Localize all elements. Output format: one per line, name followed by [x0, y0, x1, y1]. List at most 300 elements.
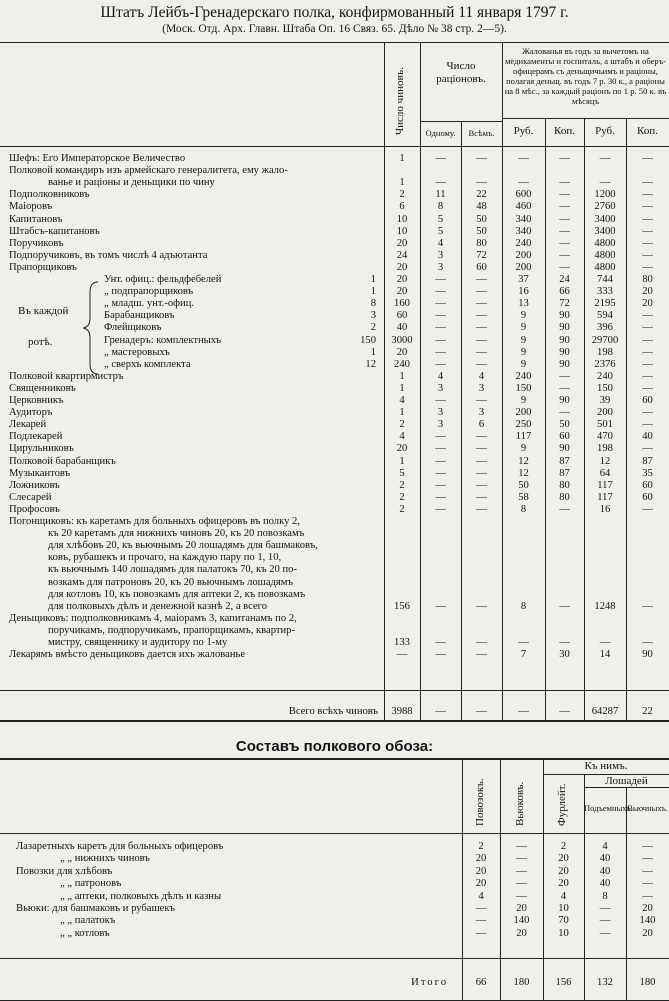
cell-vsem: 6: [478, 419, 485, 431]
table-row: [0, 456, 669, 468]
cell-chinov: 20: [396, 286, 408, 298]
header-chinov: Число чиновъ.: [394, 67, 406, 135]
convoy-title: Составъ полкового обоза:: [235, 738, 434, 755]
cell-rub1: 250: [515, 419, 532, 431]
row-per-company: 1: [370, 286, 376, 298]
convoy-row-label: Вьюки: для башмаковъ и рубашекъ: [16, 903, 175, 914]
table-row: [0, 419, 669, 431]
convoy-cell-povozok: —: [475, 927, 487, 939]
cell-chinov: 2: [399, 419, 405, 431]
cell-chinov: 10: [396, 213, 408, 225]
cell-rub1: 340: [515, 225, 532, 237]
cell-chinov: 1: [399, 455, 405, 467]
cell-odnomu: —: [435, 286, 446, 298]
table-row: [0, 528, 669, 540]
cell-chinov: 1: [399, 407, 405, 419]
cell-rub1: 460: [515, 201, 532, 213]
row-per-company: 1: [370, 346, 376, 358]
header-vyuchnykh: Вьючныхъ.: [627, 803, 668, 813]
cell-kop2: 60: [642, 491, 653, 503]
cell-vsem: —: [476, 600, 487, 612]
cell-odnomu: —: [435, 322, 446, 334]
convoy-total-label: Итого: [411, 977, 448, 988]
cell-kop2: —: [642, 213, 653, 225]
cell-vsem: —: [476, 649, 487, 661]
header-vyukov: Вьюковъ.: [514, 781, 526, 826]
cell-odnomu: —: [435, 395, 446, 406]
cell-kop1: 90: [559, 346, 570, 358]
cell-odnomu: 3: [437, 382, 444, 394]
row-label: къ 20 каретамъ для нижнихъ чиновъ 20, къ 20 повозкамъ: [48, 528, 305, 540]
convoy-cell-povozok: —: [475, 903, 487, 914]
cell-vsem: 22: [476, 189, 487, 201]
cell-odnomu: —: [435, 298, 446, 310]
table-row: [0, 383, 669, 395]
convoy-cell-vyuch: —: [642, 853, 653, 865]
cell-odnomu: 3: [437, 261, 444, 273]
cell-kop2: —: [642, 358, 653, 370]
convoy-row: [0, 853, 669, 865]
table-row: [0, 613, 669, 625]
cell-kop1: —: [559, 249, 570, 261]
cell-chinov: 20: [396, 237, 408, 249]
cell-vsem: —: [476, 467, 487, 479]
cell-vsem: —: [476, 358, 487, 370]
table-row: [0, 492, 669, 504]
cell-rub1: 8: [520, 503, 527, 515]
header-loshadei: Лошадей: [605, 775, 648, 787]
cell-rub1: 340: [515, 213, 532, 225]
cell-kop2: —: [642, 419, 653, 431]
cell-odnomu: 3: [437, 249, 444, 261]
cell-rub2: —: [599, 153, 611, 164]
document-subtitle: (Моск. Отд. Арх. Главн. Штаба Оп. 16 Связ. 65. Дѣло № 38 стр. 2—5).: [162, 23, 507, 35]
cell-chinov: 4: [399, 431, 405, 443]
table-row: [0, 153, 669, 165]
cell-rub1: 12: [518, 467, 529, 479]
cell-vsem: 50: [476, 225, 487, 237]
convoy-cell-vyuch: 20: [642, 903, 653, 914]
cell-odnomu: —: [435, 637, 446, 648]
cell-odnomu: 5: [437, 225, 444, 237]
cell-kop2: 35: [642, 467, 653, 479]
table-row: [0, 552, 669, 564]
total-kop1: —: [559, 706, 570, 717]
cell-odnomu: 8: [437, 201, 444, 213]
header-salary: Жалованья въ годъ за вычетомъ на медикаменты и госпиталь, а штабъ и оберъ-офицерамъ съ деньщичьимъ и раціоны, полагая деньщ. въ годъ 7 р. 30 к., а раціоны на 8 мѣс., за каждый раціонъ по 1 р. 50 к. въ мѣсяцъ: [504, 46, 667, 106]
convoy-row-label: „ „ котловъ: [60, 927, 110, 939]
cell-odnomu: —: [435, 346, 446, 358]
table-row: [0, 564, 669, 576]
cell-rub2: 333: [597, 286, 613, 298]
convoy-cell-vyukov: —: [516, 878, 527, 890]
row-label: Полковой командиръ изъ армейскаго генералитета, ему жало-: [9, 165, 288, 177]
convoy-cell-vyuch: —: [642, 890, 653, 902]
convoy-cell-vyuch: —: [642, 841, 653, 852]
cell-vsem: 3: [478, 382, 485, 394]
table-row: [0, 371, 669, 383]
table-row: [0, 177, 669, 189]
cell-kop2: —: [642, 201, 653, 213]
table-row: [0, 637, 669, 649]
convoy-cell-vyuch: —: [642, 878, 653, 890]
cell-chinov: —: [396, 649, 408, 661]
convoy-row-label: Лазаретныхъ каретъ для больныхъ офицеровъ: [16, 841, 224, 852]
cell-rub1: 9: [520, 322, 527, 334]
row-label: „ младш. унт.-офиц.: [104, 298, 195, 310]
cell-kop2: 60: [642, 395, 653, 406]
cell-odnomu: 5: [437, 213, 444, 225]
total-chinov: 3988: [391, 706, 413, 717]
cell-odnomu: —: [435, 431, 446, 443]
cell-rub1: 9: [520, 334, 527, 346]
cell-vsem: —: [476, 286, 487, 298]
cell-rub2: 3400: [594, 225, 616, 237]
cell-rub2: 198: [597, 443, 613, 455]
cell-rub2: 1248: [594, 600, 616, 612]
cell-kop2: 60: [642, 479, 653, 491]
cell-kop1: 87: [559, 455, 570, 467]
header-podyemnykh: Подъемныхъ.: [584, 803, 633, 813]
cell-vsem: —: [476, 310, 487, 322]
cell-rub1: 200: [515, 249, 532, 261]
row-label: ковъ, рубашекъ и прочаго, на каждую пару по 1, 10,: [48, 552, 282, 564]
cell-chinov: 133: [394, 637, 410, 648]
cell-kop1: 80: [559, 479, 570, 491]
convoy-cell-vyuch: 140: [639, 915, 656, 927]
cell-kop1: 90: [559, 322, 570, 334]
cell-rub2: 198: [597, 346, 613, 358]
cell-kop1: 90: [559, 334, 570, 346]
cell-kop2: —: [642, 177, 653, 189]
cell-rub2: 2195: [594, 298, 616, 310]
header-furleit: Фурлейт.: [556, 783, 568, 826]
table-row: [0, 201, 669, 213]
cell-kop2: 20: [642, 298, 653, 310]
cell-odnomu: 4: [437, 370, 444, 382]
cell-kop1: 24: [559, 274, 570, 285]
cell-chinov: 3000: [391, 334, 413, 346]
cell-rub2: 39: [599, 395, 611, 406]
cell-vsem: —: [476, 322, 487, 334]
total-rub2: 64287: [591, 706, 619, 717]
cell-rub2: 1200: [594, 189, 616, 201]
cell-rub2: 3400: [594, 213, 616, 225]
cell-rub2: 117: [597, 491, 613, 503]
row-label: Погонщиковъ: къ каретамъ для больныхъ офицеровъ въ полку 2,: [9, 516, 300, 527]
table-row: [0, 540, 669, 552]
cell-rub2: 594: [597, 310, 613, 322]
convoy-row: [0, 878, 669, 890]
cell-kop1: 90: [559, 310, 570, 322]
cell-kop2: —: [642, 153, 653, 164]
row-label: „ сверхъ комплекта: [104, 358, 191, 370]
cell-kop1: —: [559, 201, 570, 213]
table-row: [0, 347, 669, 359]
row-label: поручикамъ, подпоручикамъ, прапорщикамъ, квартир-: [48, 624, 295, 636]
cell-odnomu: —: [435, 479, 446, 491]
cell-chinov: 1: [399, 153, 405, 164]
cell-kop2: —: [642, 382, 653, 394]
cell-kop1: 30: [559, 649, 570, 661]
cell-rub2: 16: [599, 503, 611, 515]
row-label: Музыкантовъ: [9, 467, 71, 479]
table-row: [0, 298, 669, 310]
header-k-nim: Къ нимъ.: [584, 760, 628, 772]
cell-chinov: 240: [394, 358, 410, 370]
cell-kop2: 87: [642, 455, 653, 467]
cell-kop2: —: [642, 322, 653, 334]
cell-chinov: 2: [399, 491, 405, 503]
header-odnomu: Одному.: [425, 128, 456, 138]
cell-kop1: —: [559, 237, 570, 249]
cell-rub1: 150: [515, 382, 532, 394]
cell-rub2: 396: [597, 322, 613, 334]
cell-vsem: 80: [476, 237, 487, 249]
convoy-cell-povozok: 20: [475, 865, 487, 877]
cell-chinov: 160: [394, 298, 410, 310]
cell-chinov: 24: [396, 249, 408, 261]
table-row: [0, 165, 669, 177]
cell-chinov: 5: [399, 467, 405, 479]
cell-kop1: —: [559, 600, 570, 612]
cell-odnomu: —: [435, 310, 446, 322]
total-odnomu: —: [435, 706, 446, 717]
cell-kop1: —: [559, 153, 570, 164]
cell-rub2: 4800: [594, 237, 616, 249]
cell-rub1: 12: [518, 455, 529, 467]
cell-kop2: 40: [642, 431, 653, 443]
table-row: [0, 226, 669, 238]
cell-vsem: —: [476, 637, 487, 648]
cell-vsem: —: [476, 503, 487, 515]
convoy-row-label: „ „ аптеки, полковыхъ дѣлъ и казны: [60, 890, 222, 902]
convoy-cell-podyem: 40: [599, 853, 611, 865]
table-row: [0, 286, 669, 298]
cell-kop1: 66: [559, 286, 570, 298]
header-rub2: Руб.: [595, 125, 615, 137]
cell-vsem: —: [476, 443, 487, 455]
cell-kop2: —: [642, 237, 653, 249]
cell-rub1: —: [518, 637, 529, 648]
row-label: Слесарей: [9, 491, 52, 503]
cell-rub1: 9: [520, 395, 527, 406]
row-label: Подпоручиковъ, въ томъ числѣ 4 адъютанта: [9, 249, 208, 261]
cell-kop1: —: [559, 637, 570, 648]
cell-rub1: 9: [520, 443, 527, 455]
convoy-cell-vyukov: —: [516, 841, 527, 852]
cell-kop2: 80: [642, 274, 653, 285]
cell-chinov: 60: [396, 310, 408, 322]
convoy-cell-podyem: 4: [602, 841, 608, 852]
cell-rub2: 240: [597, 370, 613, 382]
cell-odnomu: —: [435, 153, 446, 164]
cell-rub1: 600: [515, 189, 532, 201]
table-row: [0, 577, 669, 589]
convoy-cell-podyem: 40: [599, 865, 611, 877]
cell-rub2: 64: [599, 467, 611, 479]
company-group-label-1: Въ каждой: [18, 305, 69, 317]
cell-rub1: 9: [520, 358, 527, 370]
header-povozok: Повозокъ.: [474, 778, 486, 826]
cell-vsem: —: [476, 334, 487, 346]
convoy-cell-furleit: 20: [558, 853, 569, 865]
cell-kop2: —: [642, 334, 653, 346]
cell-kop1: 72: [559, 298, 570, 310]
convoy-cell-podyem: —: [599, 915, 611, 927]
cell-odnomu: —: [435, 334, 446, 346]
cell-odnomu: 11: [435, 189, 446, 201]
cell-chinov: 20: [396, 274, 408, 285]
cell-vsem: 3: [478, 407, 485, 419]
row-per-company: 1: [370, 274, 376, 285]
cell-vsem: 48: [476, 201, 487, 213]
convoy-cell-podyem: —: [599, 927, 611, 939]
row-label: мистру, священнику и аудитору по 1-му: [48, 637, 228, 648]
table-row: [0, 395, 669, 407]
table-row: [0, 589, 669, 601]
cell-rub2: —: [599, 177, 611, 189]
cell-rub1: 7: [520, 649, 527, 661]
row-per-company: 2: [370, 322, 376, 334]
cell-kop1: —: [559, 503, 570, 515]
row-label: Подполковниковъ: [9, 189, 90, 201]
convoy-row-label: „ „ нижнихъ чиновъ: [60, 853, 150, 865]
table-row: [0, 274, 669, 286]
cell-rub2: 470: [597, 431, 613, 443]
cell-rub1: 50: [518, 479, 529, 491]
table-row: [0, 359, 669, 371]
row-label: Полковой барабанщикъ: [9, 455, 116, 467]
table-row: [0, 322, 669, 334]
cell-chinov: 1: [399, 382, 405, 394]
row-label: Лекарей: [9, 419, 47, 431]
row-label: Барабанщиковъ: [104, 310, 175, 322]
table-row: [0, 310, 669, 322]
convoy-cell-furleit: 2: [560, 841, 567, 852]
cell-kop1: 80: [559, 491, 570, 503]
convoy-cell-furleit: 70: [558, 915, 569, 927]
cell-kop1: 60: [559, 431, 570, 443]
cell-odnomu: —: [435, 358, 446, 370]
row-label: Поручиковъ: [9, 237, 64, 249]
row-label: Цирульниковъ: [9, 443, 74, 455]
row-label: Маіоровъ: [9, 201, 53, 213]
cell-kop2: —: [642, 503, 653, 515]
cell-chinov: 20: [396, 346, 408, 358]
cell-kop1: —: [559, 407, 570, 419]
table-row: [0, 407, 669, 419]
convoy-cell-vyukov: 140: [513, 915, 530, 927]
table-row: [0, 262, 669, 274]
table-row: [0, 649, 669, 661]
convoy-cell-povozok: 2: [478, 841, 484, 852]
cell-vsem: 60: [476, 261, 487, 273]
table-row: [0, 335, 669, 347]
convoy-row: [0, 915, 669, 927]
cell-chinov: 2: [399, 503, 405, 515]
cell-rub2: 150: [597, 382, 613, 394]
cell-rub1: —: [518, 153, 529, 164]
cell-kop1: —: [559, 177, 570, 189]
row-label: для хлѣбовъ 20, къ вьючнымъ 20 лошадямъ для башмаковъ,: [48, 540, 318, 552]
total-label: Всего всѣхъ чиновъ: [288, 706, 378, 717]
cell-vsem: 4: [478, 370, 485, 382]
cell-kop2: —: [642, 310, 653, 322]
convoy-cell-vyuch: —: [642, 865, 653, 877]
header-rations: Число раціоновъ.: [436, 60, 486, 85]
row-label: Священниковъ: [9, 382, 76, 394]
cell-rub2: 501: [597, 419, 613, 431]
header-vsem: Всѣмъ.: [468, 128, 495, 138]
cell-rub1: 9: [520, 346, 527, 358]
cell-kop2: 90: [642, 649, 653, 661]
convoy-total-furleit: 156: [555, 977, 572, 988]
row-label: Капитановъ: [9, 213, 63, 225]
table-row: [0, 238, 669, 250]
cell-kop1: —: [559, 225, 570, 237]
cell-rub1: 16: [518, 286, 529, 298]
cell-kop1: 90: [559, 358, 570, 370]
convoy-cell-furleit: 20: [558, 878, 569, 890]
cell-kop1: 87: [559, 467, 570, 479]
row-label: Шефъ: Его Императорское Величество: [9, 153, 186, 164]
cell-rub2: 2760: [594, 201, 616, 213]
cell-rub1: 200: [515, 407, 532, 419]
cell-rub2: 117: [597, 479, 613, 491]
cell-odnomu: —: [435, 467, 446, 479]
cell-vsem: —: [476, 298, 487, 310]
convoy-cell-vyukov: —: [516, 853, 527, 865]
cell-odnomu: —: [435, 455, 446, 467]
cell-vsem: —: [476, 153, 487, 164]
header-kop1: Коп.: [554, 125, 575, 137]
cell-odnomu: 3: [437, 419, 444, 431]
cell-kop1: —: [559, 189, 570, 201]
row-label: Деньщиковъ: подполковникамъ 4, маіорамъ 3, капитанамъ по 2,: [9, 612, 297, 624]
cell-rub1: 240: [515, 237, 532, 249]
table-row: [0, 625, 669, 637]
cell-vsem: 72: [476, 249, 487, 261]
row-per-company: 8: [370, 298, 376, 310]
convoy-row: [0, 891, 669, 903]
cell-rub1: 37: [518, 274, 529, 285]
row-label: Аудиторъ: [9, 407, 53, 419]
row-label: возкамъ для патроновъ 20, къ 20 вьючнымъ лошадямъ: [48, 576, 293, 588]
cell-kop1: —: [559, 213, 570, 225]
convoy-cell-furleit: 20: [558, 865, 569, 877]
cell-kop1: 90: [559, 443, 570, 455]
document-title: Штатъ Лейбъ-Гренадерскаго полка, конфирмованный 11 января 1797 г.: [100, 4, 569, 21]
row-per-company: 150: [360, 334, 376, 346]
cell-kop2: —: [642, 249, 653, 261]
cell-kop1: 90: [559, 395, 570, 406]
cell-odnomu: —: [435, 274, 446, 285]
row-label: Полковой квартирмистръ: [9, 370, 124, 382]
cell-kop2: —: [642, 407, 653, 419]
cell-chinov: 1: [399, 177, 405, 189]
cell-kop2: —: [642, 600, 653, 612]
cell-chinov: 40: [396, 322, 408, 334]
convoy-row: [0, 841, 669, 853]
cell-odnomu: 4: [437, 237, 444, 249]
cell-kop1: —: [559, 370, 570, 382]
cell-rub1: —: [518, 177, 529, 189]
table-row: [0, 189, 669, 201]
cell-chinov: 20: [396, 443, 408, 455]
cell-chinov: 2: [399, 479, 405, 491]
cell-kop2: —: [642, 346, 653, 358]
